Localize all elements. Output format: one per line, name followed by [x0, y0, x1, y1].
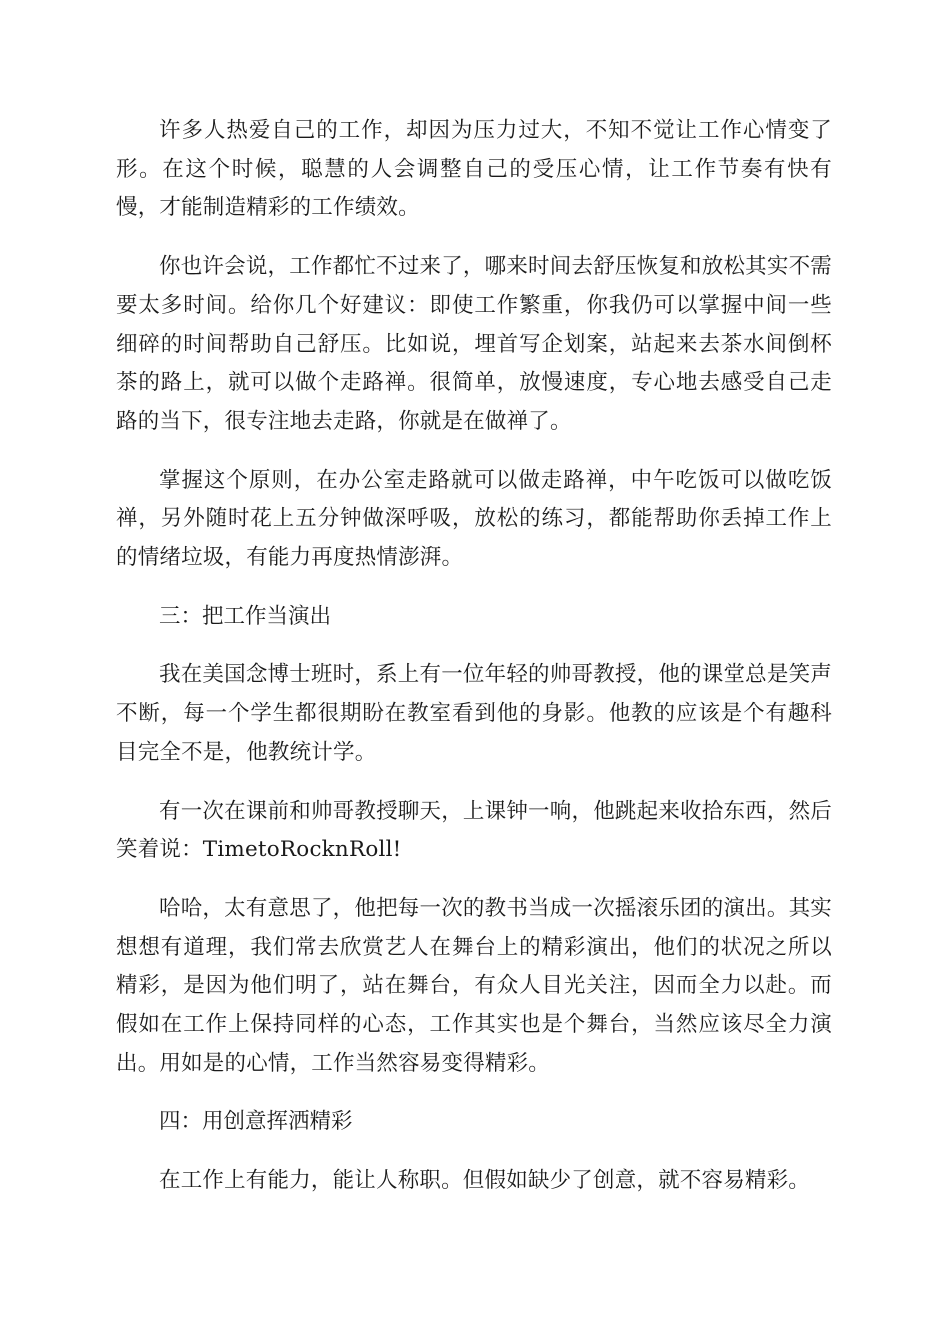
- paragraph-creativity: 在工作上有能力，能让人称职。但假如缺少了创意，就不容易精彩。: [159, 1168, 811, 1194]
- paragraph-work-pressure: 许多人热爱自己的工作，却因为压力过大，不知不觉让工作心情变了形。在这个时候，聪慧的人会调整自己的受压心情，让工作节奏有快有慢，才能制造精彩的工作绩效。: [116, 118, 832, 221]
- paragraph-rock-n-roll: 有一次在课前和帅哥教授聊天，上课钟一响，他跳起来收拾东西，然后笑着说：TimetoRocknRoll!: [116, 798, 832, 863]
- paragraph-professor: 我在美国念博士班时，系上有一位年轻的帅哥教授，他的课堂总是笑声不断，每一个学生都很期盼在教室看到他的身影。他教的应该是个有趣科目完全不是，他教统计学。: [116, 662, 832, 765]
- paragraph-principle: 掌握这个原则，在办公室走路就可以做走路禅，中午吃饭可以做吃饭禅，另外随时花上五分钟做深呼吸，放松的练习，都能帮助你丢掉工作上的情绪垃圾，有能力再度热情澎湃。: [116, 467, 832, 571]
- section-heading-three: 三：把工作当演出: [159, 603, 332, 629]
- paragraph-performance: 哈哈，太有意思了，他把每一次的教书当成一次摇滚乐团的演出。其实想想有道理，我们常去欣赏艺人在舞台上的精彩演出，他们的状况之所以精彩，是因为他们明了，站在舞台，有众人目光关注，因而全力以赴。而假如在工作上保持同样的心态，工作其实也是个舞台，当然应该尽全力演出。用如是的心情，工作当然容易变得精彩。: [116, 895, 832, 1076]
- paragraph-walking-meditation: 你也许会说，工作都忙不过来了，哪来时间去舒压恢复和放松其实不需要太多时间。给你几个好建议：即使工作繁重，你我仍可以掌握中间一些细碎的时间帮助自己舒压。比如说，埋首写企划案，站起来去茶水间倒杯茶的路上，就可以做个走路禅。很简单，放慢速度，专心地去感受自己走路的当下，很专注地去走路，你就是在做禅了。: [116, 254, 832, 434]
- section-heading-four: 四：用创意挥洒精彩: [159, 1109, 353, 1135]
